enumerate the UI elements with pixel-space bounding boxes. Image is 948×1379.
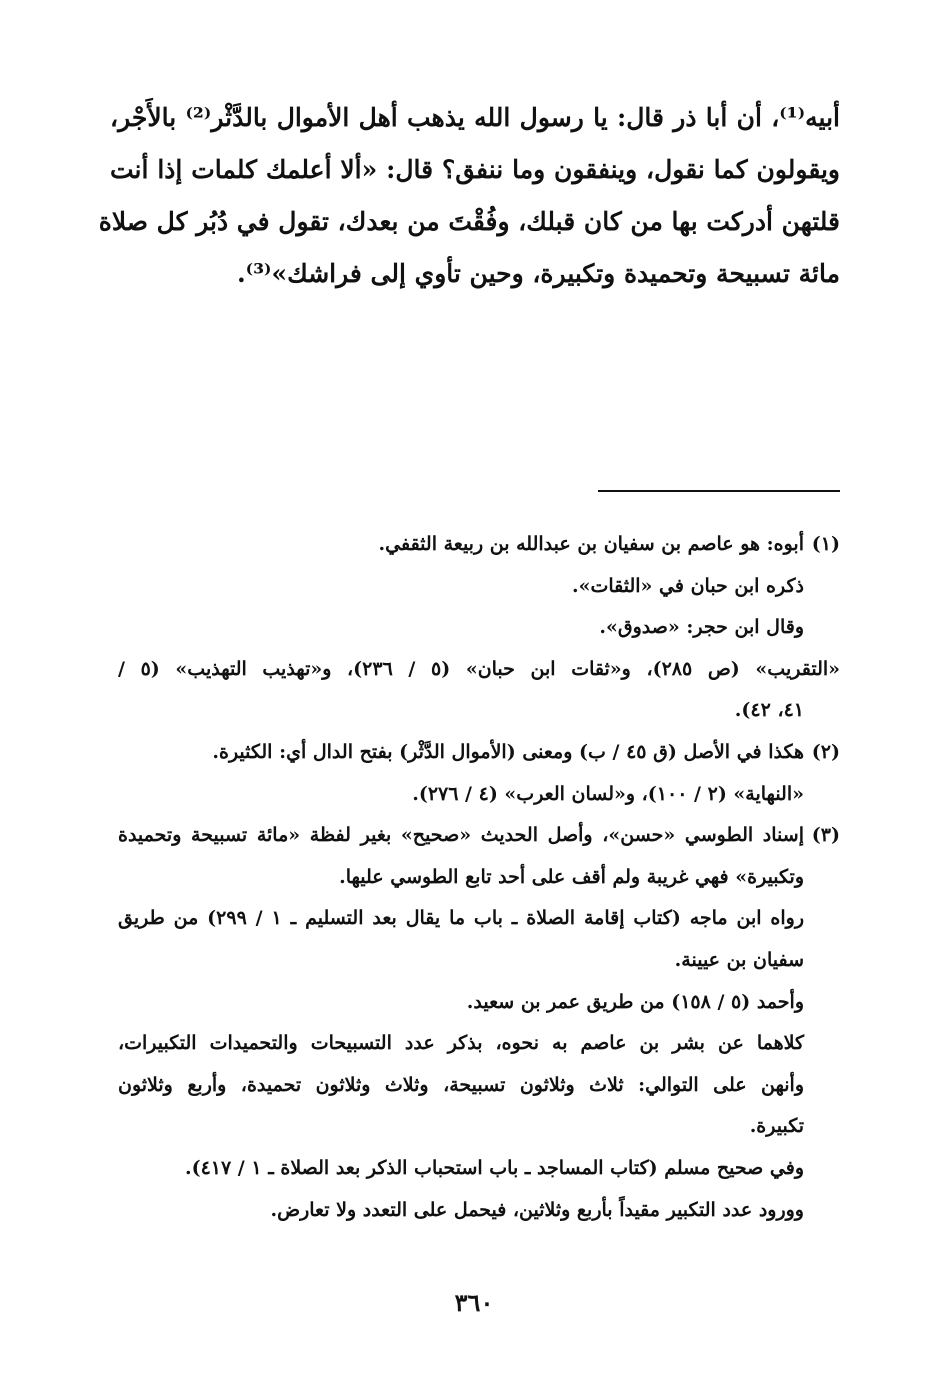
footnote-line: ذكره ابن حبان في «الثقات». — [571, 574, 804, 597]
footnote-number: (٢) — [811, 740, 840, 763]
footnotes — [118, 524, 840, 1231]
main-text-line: أبيه⁽¹⁾، أن أبا ذر قال: يا رسول الله يذهب أهل الأموال بالدَّثْر⁽²⁾ بالأَجْر، — [110, 103, 841, 132]
footnote-line: وأحمد (٥ / ١٥٨) من طريق عمر بن سعيد. — [466, 990, 804, 1013]
footnote-line: وتكبيرة» فهي غريبة ولم أقف على أحد تابع الطوسي عليها. — [339, 865, 804, 888]
footnote-line — [118, 732, 840, 774]
footnote-number: (٣) — [811, 824, 840, 847]
main-text-line: قلتهن أدركت بها من كان قبلك، وفُقْتَ من بعدك، تقول في دُبُر كل صلاة — [98, 207, 840, 236]
main-text — [98, 92, 841, 300]
main-text-line: ويقولون كما نقول، وينفقون وما ننفق؟ قال: «ألا أعلمك كلمات إذا أنت — [110, 155, 840, 184]
footnote-line — [118, 815, 840, 857]
footnote-text: إسناد الطوسي «حسن»، وأصل الحديث «صحيح» بغير لفظة «مائة تسبيحة وتحميدة — [118, 824, 804, 847]
footnote-3 — [118, 815, 840, 1231]
footnote-number: (١) — [811, 533, 840, 555]
footnote-line: «النهاية» (٢ / ١٠٠)، و«لسان العرب» (٤ / ٢٧٦). — [412, 782, 804, 805]
footnote-2 — [118, 732, 840, 815]
footnote-line — [118, 524, 840, 566]
footnote-line: رواه ابن ماجه (كتاب إقامة الصلاة ـ باب ما يقال بعد التسليم ـ ١ / ٢٩٩) من طريق — [118, 907, 804, 930]
footnote-line: وقال ابن حجر: «صدوق». — [599, 616, 804, 639]
main-text-line: مائة تسبيحة وتحميدة وتكبيرة، وحين تأوي إلى فراشك»⁽³⁾. — [236, 259, 840, 288]
footnote-line: تكبيرة. — [749, 1115, 804, 1138]
footnote-separator — [598, 490, 840, 492]
footnote-line: كلاهما عن بشر بن عاصم به نحوه، بذكر عدد التسبيحات والتحميدات التكبيرات، — [118, 1032, 804, 1055]
footnote-line: وفي صحيح مسلم (كتاب المساجد ـ باب استحباب الذكر بعد الصلاة ـ ١ / ٤١٧). — [184, 1156, 804, 1179]
footnote-line: وأنهن على التوالي: ثلاث وثلاثون تسبيحة، وثلاث وثلاثون تحميدة، وأربع وثلاثون — [118, 1073, 804, 1096]
footnote-line: «التقريب» (ص ٢٨٥)، و«ثقات ابن حبان» (٥ / ٢٣٦)، و«تهذيب التهذيب» (٥ / — [118, 657, 841, 680]
footnote-line: سفيان بن عيينة. — [674, 948, 804, 971]
footnote-1 — [118, 524, 840, 732]
footnote-line: وورود عدد التكبير مقيداً بأربع وثلاثين، فيحمل على التعدد ولا تعارض. — [270, 1198, 804, 1221]
footnote-line: ٤١، ٤٢). — [734, 699, 804, 722]
footnote-text: أبوه: هو عاصم بن سفيان بن عبدالله بن ربيعة الثقفي. — [378, 533, 804, 555]
footnote-text: هكذا في الأصل (ق ٤٥ / ب) ومعنى (الأموال الدَّثْر) بفتح الدال أي: الكثيرة. — [212, 740, 804, 763]
page-number: ٣٦٠ — [454, 1288, 494, 1317]
